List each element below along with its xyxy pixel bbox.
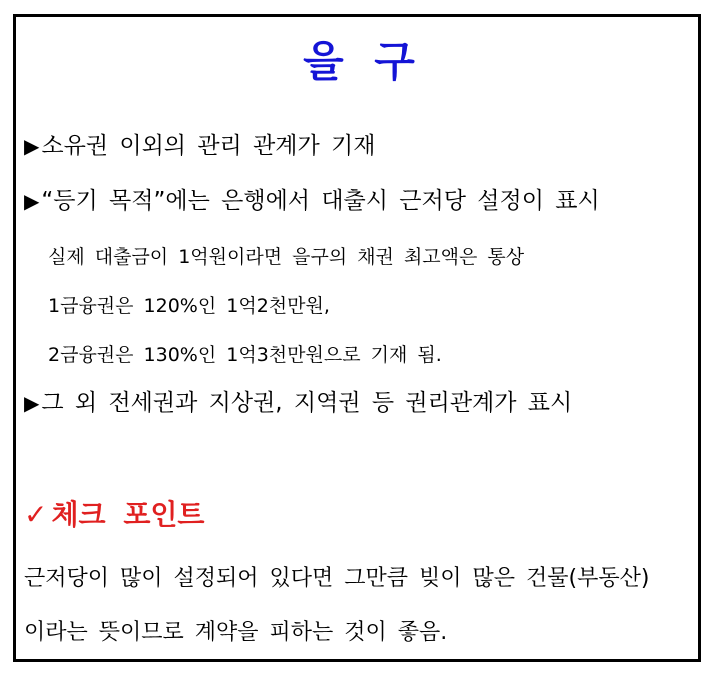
checkpoint-title — [24, 496, 204, 534]
checkmark-icon: ✓ — [24, 498, 48, 531]
bullet-item-3 — [24, 388, 572, 418]
page-title: 을 구 — [303, 37, 417, 86]
arrow-bullet-icon: ▶ — [24, 134, 40, 158]
checkpoint-title-text: 체크 포인트 — [51, 498, 205, 531]
sub-line-2: 1금융권은 120%인 1억2천만원, — [48, 295, 330, 317]
sub-line-3: 2금융권은 130%인 1억3천만원으로 기재 됨. — [48, 344, 442, 366]
bullet-text: “등기 목적”에는 은행에서 대출시 근저당 설정이 표시 — [41, 188, 600, 214]
arrow-bullet-icon: ▶ — [24, 391, 40, 415]
bullet-item-1 — [24, 131, 375, 161]
arrow-bullet-icon: ▶ — [24, 189, 40, 213]
bullet-text: 소유권 이외의 관리 관계가 기재 — [41, 133, 376, 159]
bullet-text: 그 외 전세권과 지상권, 지역권 등 권리관계가 표시 — [41, 390, 573, 416]
checkpoint-line-1: 근저당이 많이 설정되어 있다면 그만큼 빚이 많은 건물(부동산) — [24, 566, 650, 591]
sub-line-1: 실제 대출금이 1억원이라면 을구의 채권 최고액은 통상 — [48, 246, 525, 268]
bullet-item-2 — [24, 186, 600, 216]
checkpoint-line-2: 이라는 뜻이므로 계약을 피하는 것이 좋음. — [24, 620, 448, 645]
